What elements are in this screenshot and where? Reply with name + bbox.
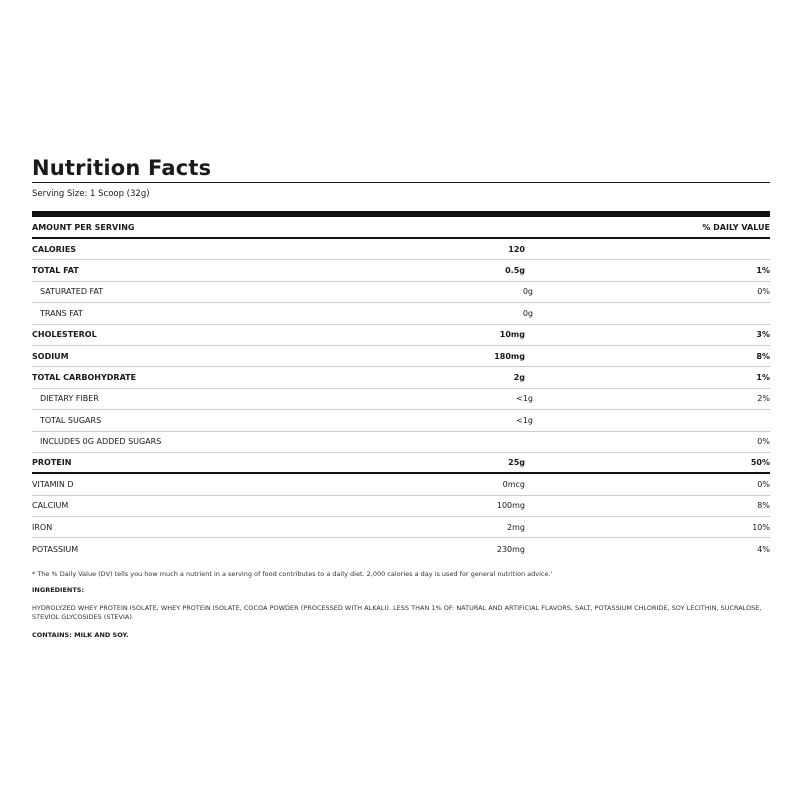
ingredients-label: INGREDIENTS: — [32, 585, 85, 594]
nutrient-amount: 230mg — [496, 544, 525, 554]
nutrient-row-total-sugars — [32, 410, 770, 431]
nutrient-dv: 3% — [756, 330, 770, 340]
label-title: Nutrition Facts — [32, 156, 212, 180]
nutrient-amount: 100mg — [496, 501, 525, 511]
nutrient-name: TOTAL FAT — [32, 266, 79, 276]
nutrient-name: CALCIUM — [32, 501, 69, 511]
nutrient-dv: 8% — [757, 501, 770, 511]
nutrient-name: CALORIES — [32, 244, 77, 254]
nutrient-dv: 4% — [757, 544, 770, 554]
nutrient-dv: 50% — [750, 458, 770, 468]
title-divider — [32, 182, 770, 183]
nutrient-row-dietary-fiber — [32, 389, 770, 410]
nutrient-amount: 10mg — [499, 330, 525, 340]
nutrition-label — [32, 155, 770, 639]
nutrient-amount: <1g — [516, 415, 533, 425]
nutrient-name: TOTAL CARBOHYDRATE — [32, 373, 137, 383]
amount-per-serving-header: AMOUNT PER SERVING — [32, 222, 135, 232]
nutrient-row-total-carbohydrate — [32, 367, 770, 388]
nutrient-row-vitamin-d — [32, 474, 770, 495]
nutrient-name: IRON — [32, 522, 53, 532]
nutrient-name: SATURATED FAT — [40, 287, 104, 297]
nutrient-row-calcium — [32, 496, 770, 517]
nutrient-name: SODIUM — [32, 351, 69, 361]
table-header — [32, 217, 770, 239]
nutrient-dv: 1% — [756, 373, 770, 383]
nutrient-row-sodium — [32, 346, 770, 367]
nutrient-name: INCLUDES 0G ADDED SUGARS — [40, 437, 162, 447]
nutrient-name: TRANS FAT — [40, 308, 83, 318]
serving-size: Serving Size: 1 Scoop (32g) — [32, 189, 150, 199]
nutrient-amount: 0mcg — [502, 479, 525, 489]
ingredients-text: HYDROLYZED WHEY PROTEIN ISOLATE, WHEY PROTEIN ISOLATE, COCOA POWDER (PROCESSED WITH ALKALI). LESS THAN 1% OF: NATURAL AND ARTIFICIAL FLAVORS, SALT, POTASSIUM CHLORIDE, SOY LECITHIN, SUCRALOSE, STEVIOL GLYCOSIDES (STEVIA). — [32, 603, 762, 621]
nutrient-name: CHOLESTEROL — [32, 330, 97, 340]
nutrient-row-calories — [32, 239, 770, 260]
nutrient-row-potassium — [32, 538, 770, 559]
nutrient-amount: 2mg — [507, 522, 525, 532]
nutrient-row-iron — [32, 517, 770, 538]
nutrient-name: VITAMIN D — [32, 479, 74, 489]
nutrient-row-total-fat — [32, 260, 770, 281]
nutrient-name: POTASSIUM — [32, 544, 79, 554]
nutrient-dv: 0% — [757, 479, 770, 489]
nutrient-amount: 2g — [513, 373, 525, 383]
nutrient-name: TOTAL SUGARS — [40, 415, 102, 425]
nutrient-dv: 0% — [757, 437, 770, 447]
nutrient-row-trans-fat — [32, 303, 770, 324]
allergen-statement: CONTAINS: MILK AND SOY. — [32, 630, 129, 639]
daily-value-header: % DAILY VALUE — [702, 222, 770, 232]
nutrient-amount: 0g — [522, 287, 533, 297]
nutrient-amount: 0.5g — [505, 266, 525, 276]
daily-value-footnote: * The % Daily Value (DV) tells you how much a nutrient in a serving of food contributes to a daily diet. 2,000 calories a day is used for general nutrition advice.' — [32, 569, 553, 578]
nutrient-row-added-sugars — [32, 432, 770, 453]
nutrient-amount: 25g — [508, 458, 525, 468]
nutrient-amount: 180mg — [494, 351, 525, 361]
nutrient-row-cholesterol — [32, 325, 770, 346]
nutrient-dv: 8% — [756, 351, 770, 361]
nutrient-amount: <1g — [516, 394, 533, 404]
nutrient-dv: 2% — [757, 394, 770, 404]
nutrient-dv: 1% — [756, 266, 770, 276]
nutrient-amount: 0g — [522, 308, 533, 318]
nutrient-row-saturated-fat — [32, 282, 770, 303]
nutrient-name: PROTEIN — [32, 458, 72, 468]
nutrient-dv: 10% — [752, 522, 770, 532]
nutrient-row-protein — [32, 453, 770, 474]
nutrient-amount: 120 — [508, 244, 525, 254]
nutrient-dv: 0% — [757, 287, 770, 297]
nutrient-name: DIETARY FIBER — [40, 394, 99, 404]
